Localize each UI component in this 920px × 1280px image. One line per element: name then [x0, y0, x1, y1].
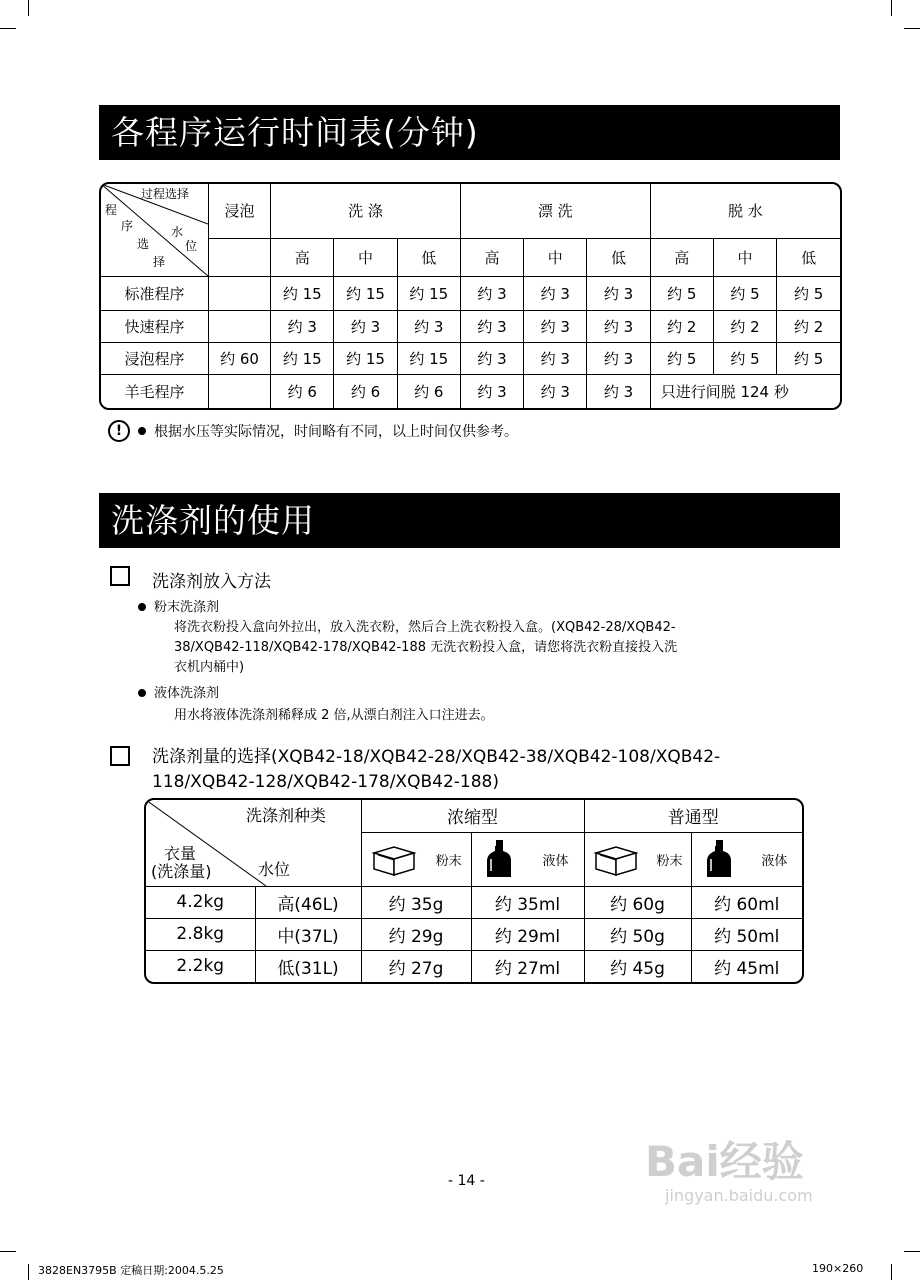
level-cell: 高(46L)	[255, 886, 361, 918]
time-cell: 约 5	[713, 277, 776, 310]
level-cell: 中	[334, 238, 397, 276]
amount-cell: 约 45ml	[691, 950, 802, 982]
time-cell: 约 3	[460, 310, 523, 342]
corner-select-2: 择	[153, 255, 166, 269]
crop-mark	[891, 1264, 892, 1280]
table-row	[101, 277, 840, 310]
time-cell: 约 3	[524, 310, 587, 342]
checkbox-icon	[110, 746, 130, 766]
bullet-icon	[138, 689, 146, 697]
load-cell: 2.2kg	[146, 950, 255, 982]
powder-text	[174, 618, 844, 678]
liquid-heading	[138, 684, 219, 704]
time-cell: 约 3	[587, 342, 650, 374]
crop-mark	[904, 1251, 920, 1252]
time-cell: 约 5	[777, 342, 840, 374]
powder-heading	[138, 598, 219, 618]
liquid-label: 液体	[761, 853, 788, 869]
liquid-label: 液体	[542, 853, 569, 869]
corner-header	[146, 800, 361, 886]
soak-cell	[208, 277, 270, 310]
soak-cell	[208, 310, 270, 342]
table-row	[146, 918, 802, 950]
liquid-bottle-icon	[486, 839, 512, 879]
time-cell: 约 5	[777, 277, 840, 310]
footer-code: 3828EN3795B 定稿日期:2004.5.25	[38, 1264, 224, 1277]
time-cell: 约 3	[397, 310, 460, 342]
runtime-note	[108, 420, 518, 442]
time-cell: 约 3	[587, 277, 650, 310]
section-title-detergent: 洗涤剂的使用	[99, 493, 840, 548]
corner-water-1: 水	[171, 225, 184, 239]
footer-size: 190×260	[812, 1262, 864, 1275]
level-cell: 高	[460, 238, 523, 276]
powder-line: 衣机内桶中)	[174, 660, 245, 675]
time-cell: 约 2	[777, 310, 840, 342]
runtime-table	[99, 182, 842, 410]
concentrated-powder	[361, 832, 471, 886]
corner-water-label: 水位	[258, 860, 291, 879]
program-name: 羊毛程序	[101, 375, 208, 408]
powder-line: 38/XQB42-118/XQB42-178/XQB42-188 无洗衣粉投入盒，请您将洗衣粉直接投入洗	[174, 640, 678, 655]
amount-cell: 约 50ml	[691, 918, 802, 950]
corner-program-1: 程	[105, 203, 118, 217]
time-cell: 约 3	[460, 277, 523, 310]
corner-water-2: 位	[185, 239, 198, 253]
time-cell: 约 15	[271, 342, 334, 374]
normal-powder	[584, 832, 691, 886]
level-cell: 中(37L)	[255, 918, 361, 950]
time-cell: 约 15	[397, 342, 460, 374]
time-cell: 约 6	[271, 375, 334, 408]
crop-mark	[891, 0, 892, 16]
header-normal: 普通型	[584, 800, 802, 832]
powder-line: 将洗衣粉投入盒向外拉出，放入洗衣粉，然后合上洗衣粉投入盒。(XQB42-28/XQB42-	[174, 620, 676, 635]
amount-cell: 约 27ml	[471, 950, 584, 982]
crop-mark	[28, 1264, 29, 1280]
level-cell: 中	[524, 238, 587, 276]
time-cell: 约 2	[650, 310, 713, 342]
powder-title: 粉末洗涤剂	[154, 600, 220, 615]
time-cell: 约 15	[334, 342, 397, 374]
corner-load-1: 衣量	[164, 844, 197, 863]
normal-liquid	[691, 832, 802, 886]
powder-label: 粉末	[656, 853, 683, 869]
amount-cell: 约 50g	[584, 918, 691, 950]
time-cell: 约 5	[650, 342, 713, 374]
note-text: 根据水压等实际情况，时间略有不同，以上时间仅供参考。	[154, 424, 518, 440]
header-spin: 脱 水	[650, 184, 840, 238]
header-wash: 洗 涤	[271, 184, 461, 238]
level-cell: 低	[777, 238, 840, 276]
checkbox-icon	[110, 566, 130, 586]
time-cell: 约 3	[524, 277, 587, 310]
powder-box-icon	[592, 841, 640, 877]
bullet-icon	[138, 603, 146, 611]
amount-title	[152, 745, 842, 795]
corner-top-label: 过程选择	[141, 187, 190, 201]
time-cell: 约 15	[397, 277, 460, 310]
header-rinse: 漂 洗	[460, 184, 650, 238]
soak-cell	[208, 375, 270, 408]
table-row	[146, 886, 802, 918]
crop-mark	[0, 1251, 16, 1252]
level-cell: 低	[397, 238, 460, 276]
powder-box-icon	[370, 841, 418, 877]
amount-cell: 约 45g	[584, 950, 691, 982]
section-title-runtime: 各程序运行时间表(分钟)	[99, 105, 840, 160]
corner-type-label: 洗涤剂种类	[246, 806, 327, 825]
crop-mark	[0, 28, 16, 29]
amount-cell: 约 27g	[361, 950, 471, 982]
level-cell: 高	[650, 238, 713, 276]
program-name: 浸泡程序	[101, 342, 208, 374]
time-cell: 约 3	[587, 310, 650, 342]
program-name: 快速程序	[101, 310, 208, 342]
time-cell: 约 3	[271, 310, 334, 342]
level-empty	[208, 238, 270, 276]
watermark-url: jingyan.baidu.com	[665, 1186, 813, 1205]
time-cell: 约 5	[650, 277, 713, 310]
page-number: - 14 -	[448, 1173, 485, 1189]
watermark	[645, 1138, 813, 1205]
method-title: 洗涤剂放入方法	[152, 572, 271, 592]
bullet-icon	[138, 427, 146, 435]
time-cell: 约 5	[713, 342, 776, 374]
table-row	[101, 310, 840, 342]
soak-cell: 约 60	[208, 342, 270, 374]
time-cell: 约 3	[524, 375, 587, 408]
corner-load-2: (洗涤量)	[151, 862, 212, 881]
level-cell: 高	[271, 238, 334, 276]
header-concentrated: 浓缩型	[361, 800, 584, 832]
time-cell: 约 2	[713, 310, 776, 342]
level-cell: 低	[587, 238, 650, 276]
liquid-title: 液体洗涤剂	[154, 686, 220, 701]
time-cell: 约 3	[587, 375, 650, 408]
time-cell: 约 6	[397, 375, 460, 408]
warning-icon: !	[108, 420, 130, 442]
amount-cell: 约 35g	[361, 886, 471, 918]
crop-mark	[28, 0, 29, 16]
powder-label: 粉末	[435, 853, 462, 869]
load-cell: 2.8kg	[146, 918, 255, 950]
amount-cell: 约 60g	[584, 886, 691, 918]
time-cell: 约 15	[271, 277, 334, 310]
table-row	[101, 342, 840, 374]
time-cell: 约 3	[460, 342, 523, 374]
concentrated-liquid	[471, 832, 584, 886]
header-soak: 浸泡	[208, 184, 270, 238]
table-row	[101, 375, 840, 408]
amount-title-line: 118/XQB42-128/XQB42-178/XQB42-188)	[152, 772, 499, 792]
spin-note: 只进行间脱 124 秒	[650, 375, 840, 408]
corner-header	[101, 184, 208, 277]
level-cell: 中	[713, 238, 776, 276]
table-row	[146, 950, 802, 982]
time-cell: 约 3	[524, 342, 587, 374]
load-cell: 4.2kg	[146, 886, 255, 918]
detergent-table	[144, 798, 804, 984]
crop-mark	[904, 28, 920, 29]
program-name: 标准程序	[101, 277, 208, 310]
corner-program-2: 序	[121, 219, 134, 233]
time-cell: 约 3	[460, 375, 523, 408]
liquid-text: 用水将液体洗涤剂稀释成 2 倍,从漂白剂注入口注进去。	[174, 708, 494, 723]
amount-cell: 约 29g	[361, 918, 471, 950]
amount-cell: 约 35ml	[471, 886, 584, 918]
time-cell: 约 6	[334, 375, 397, 408]
watermark-logo: Bai经验	[645, 1137, 804, 1186]
amount-cell: 约 60ml	[691, 886, 802, 918]
time-cell: 约 3	[334, 310, 397, 342]
liquid-bottle-icon	[706, 839, 732, 879]
amount-cell: 约 29ml	[471, 918, 584, 950]
amount-title-line: 洗涤剂量的选择(XQB42-18/XQB42-28/XQB42-38/XQB42-108/XQB42-	[152, 747, 721, 767]
corner-select-1: 选	[137, 237, 150, 251]
time-cell: 约 15	[334, 277, 397, 310]
level-cell: 低(31L)	[255, 950, 361, 982]
